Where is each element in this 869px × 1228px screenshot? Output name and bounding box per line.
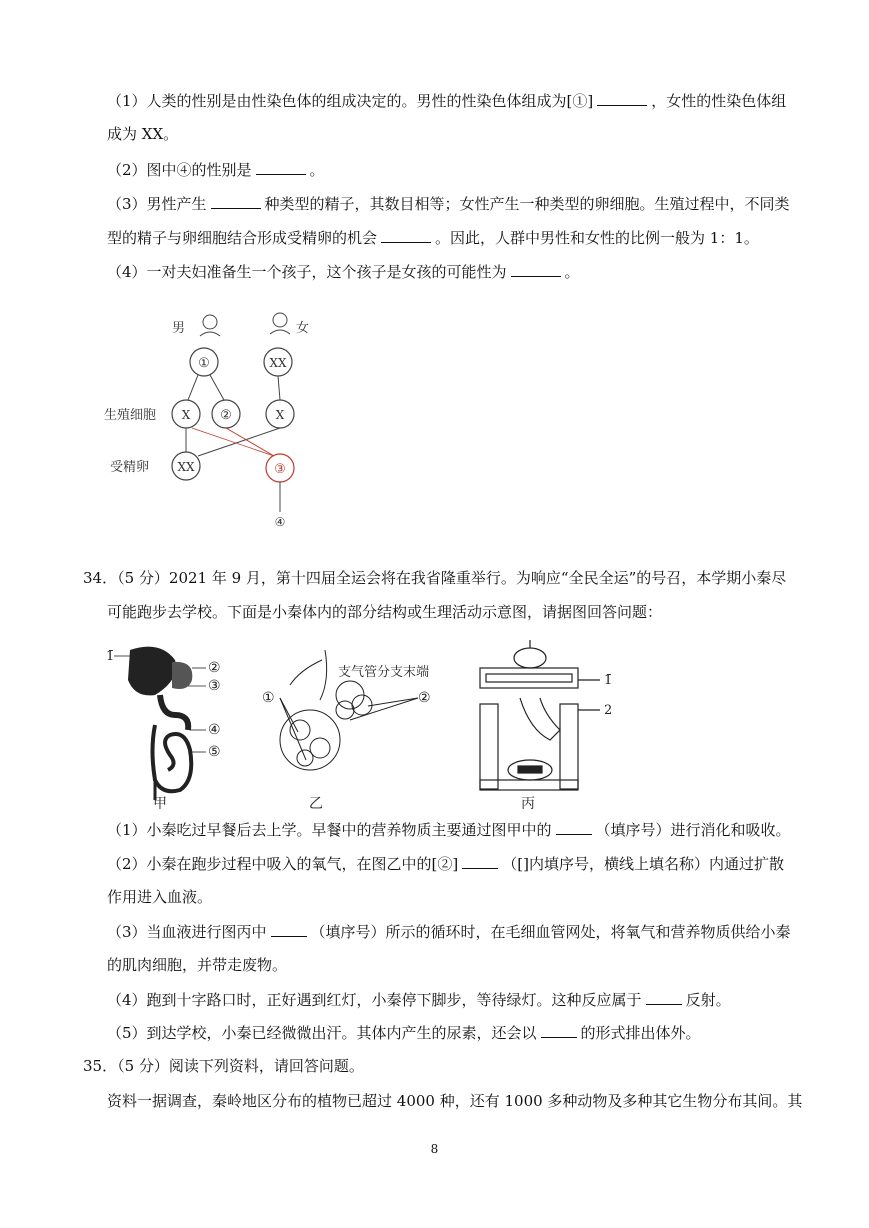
- jia-label-1: 1̄: [106, 649, 115, 664]
- q34-intro-line1: 34．（5 分）2021 年 9 月，第十四届全运会将在我省隆重举行。为响应“全民全运”的号召，本学期小秦尽: [83, 569, 787, 587]
- body-structure-diagrams: [100, 640, 620, 815]
- answer-blank[interactable]: [462, 853, 498, 869]
- egg-x-label: X: [275, 408, 285, 422]
- q33-part3-line2: 型的精子与卵细胞结合形成受精卵的机会 。因此，人群中男性和女性的比例一般为 1：1。: [107, 229, 759, 247]
- offspring-4-label: ④: [274, 515, 286, 529]
- zygote-xx-label: XX: [177, 460, 195, 474]
- zygote-row-label: 受精卵: [110, 460, 150, 475]
- q34-part5: （5）到达学校，小秦已经微微出汗。其体内产生的尿素，还会以 的形式排出体外。: [107, 1024, 701, 1042]
- q35-material-text: 资料一据调查，秦岭地区分布的植物已超过 4000 种，还有 1000 多种动物及多种其它生物分布其间。其: [107, 1092, 803, 1110]
- diagram-yi-caption: 乙: [309, 796, 323, 812]
- female-label: 女: [296, 321, 310, 336]
- gamete-row-label: 生殖细胞: [104, 408, 157, 423]
- male-chromosome-label: ①: [198, 356, 210, 371]
- answer-blank[interactable]: [646, 989, 682, 1005]
- answer-blank[interactable]: [381, 227, 431, 243]
- q34-part4: （4）跑到十字路口时，正好遇到红灯，小秦停下脚步，等待绿灯。这种反应属于 反射。: [107, 991, 731, 1009]
- yi-label-1: ①: [262, 690, 275, 706]
- answer-blank[interactable]: [511, 261, 561, 277]
- answer-blank[interactable]: [541, 1022, 577, 1038]
- jia-label-3: ③: [208, 678, 221, 694]
- digestive-system-diagram: [114, 647, 206, 800]
- jia-label-5: ⑤: [208, 744, 221, 760]
- q33-part3-line1: （3）男性产生 种类型的精子，其数目相等；女性产生一种类型的卵细胞。生殖过程中，不同类: [107, 195, 790, 213]
- q33-part2: （2）图中④的性别是 。: [107, 161, 325, 179]
- male-person-icon: [200, 315, 220, 336]
- q33-part1-line2: 成为 XX。: [107, 125, 179, 143]
- jia-label-4: ④: [208, 722, 221, 738]
- female-chromosome-label: XX: [269, 356, 287, 370]
- sperm-x-label: X: [181, 408, 191, 422]
- q34-intro-line2: 可能跑步去学校。下面是小秦体内的部分结构或生理活动示意图，请据图回答问题：: [107, 603, 663, 621]
- male-label: 男: [172, 321, 186, 336]
- yi-label-2: ②: [418, 690, 431, 706]
- q34-part3-line2: 的肌肉细胞，并带走废物。: [107, 956, 288, 974]
- answer-blank[interactable]: [556, 819, 592, 835]
- q33-part1-line1: （1）人类的性别是由性染色体的组成决定的。男性的性染色体组成为[①] ，女性的性染色体组: [107, 92, 787, 110]
- jia-label-2: ②: [208, 660, 221, 676]
- bing-label-2: 2: [604, 703, 613, 718]
- answer-blank[interactable]: [271, 921, 307, 937]
- answer-blank[interactable]: [597, 90, 647, 106]
- page-number: 8: [430, 1142, 439, 1156]
- sex-determination-diagram: [100, 300, 340, 535]
- zygote-3-label: ③: [274, 462, 286, 477]
- diagram-jia-caption: 甲: [153, 796, 167, 812]
- diagram-bing-caption: 丙: [521, 796, 535, 812]
- answer-blank[interactable]: [256, 159, 306, 175]
- circulation-diagram: [480, 640, 600, 790]
- q35-title: 35．（5 分）阅读下列资料，请回答问题。: [83, 1057, 364, 1075]
- sperm-2-label: ②: [220, 408, 232, 423]
- q33-part4: （4）一对夫妇准备生一个孩子，这个孩子是女孩的可能性为 。: [107, 263, 580, 281]
- bing-label-1: 1̄: [604, 673, 613, 688]
- q34-part3-line1: （3）当血液进行图丙中 （填序号）所示的循环时，在毛细血管网处，将氧气和营养物质供给小秦: [107, 923, 791, 941]
- q34-part2-line2: 作用进入血液。: [107, 888, 213, 906]
- q34-part2-line1: （2）小秦在跑步过程中吸入的氧气，在图乙中的[②] （[]内填序号，横线上填名称）内通过扩散: [107, 855, 784, 873]
- q34-part1: （1）小秦吃过早餐后去上学。早餐中的营养物质主要通过图甲中的 （填序号）进行消化和吸收。: [107, 821, 791, 839]
- answer-blank[interactable]: [211, 193, 261, 209]
- bronchus-label: 支气管分支末端: [338, 665, 430, 680]
- female-person-icon: [270, 313, 290, 334]
